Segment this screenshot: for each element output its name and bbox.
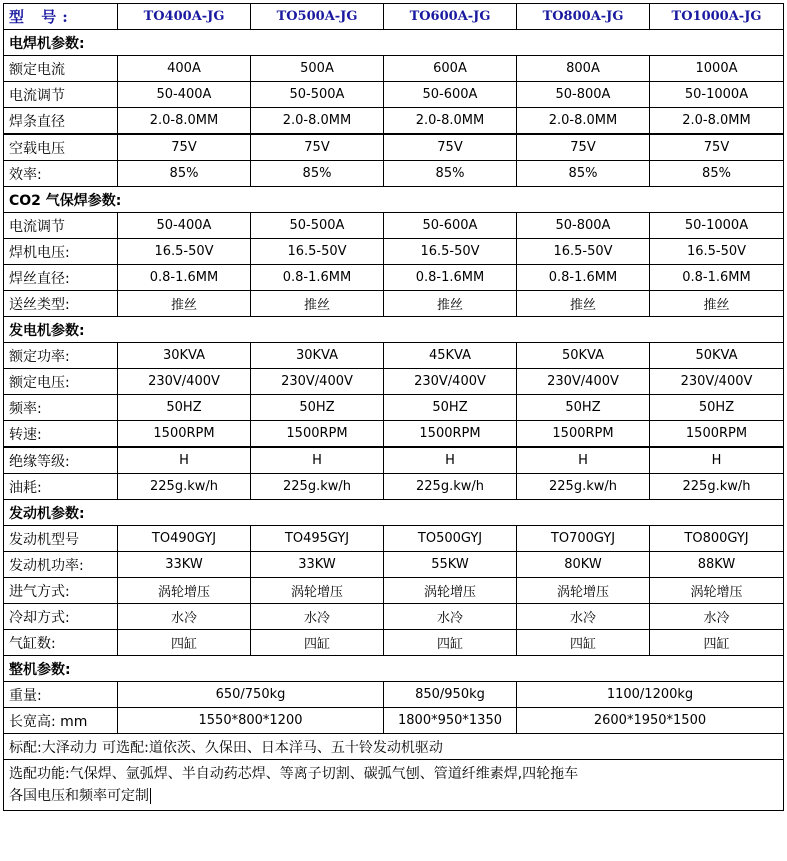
spec-value: 1500RPM	[384, 421, 517, 448]
spec-label: 效率:	[4, 161, 118, 187]
spec-value: H	[118, 447, 251, 474]
spec-value: 0.8-1.6MM	[517, 265, 650, 291]
spec-row	[4, 630, 784, 656]
spec-value: 30KVA	[251, 343, 384, 369]
optional-functions-line-2: 各国电压和频率可定制	[9, 788, 149, 804]
optional-functions-cell	[4, 760, 784, 811]
spec-value: 50HZ	[650, 395, 784, 421]
spec-value: 230V/400V	[517, 369, 650, 395]
spec-value: H	[384, 447, 517, 474]
spec-value: 推丝	[650, 291, 784, 317]
section-header-row	[4, 656, 784, 682]
spec-row	[4, 578, 784, 604]
section-header-row	[4, 317, 784, 343]
section-title: 电焊机参数:	[4, 30, 784, 56]
spec-value: 75V	[650, 134, 784, 161]
spec-value: 75V	[517, 134, 650, 161]
spec-value: 850/950kg	[384, 682, 517, 708]
spec-value: TO500GYJ	[384, 526, 517, 552]
spec-row	[4, 552, 784, 578]
spec-label: 转速:	[4, 421, 118, 448]
optional-functions-line-2-wrap	[9, 785, 783, 807]
spec-value: 四缸	[118, 630, 251, 656]
section-title: 发动机参数:	[4, 500, 784, 526]
model-name: TO800A-JG	[517, 4, 650, 30]
spec-value: 800A	[517, 56, 650, 82]
section-header-row	[4, 500, 784, 526]
spec-row	[4, 82, 784, 108]
spec-label: 发动机功率:	[4, 552, 118, 578]
spec-value: 16.5-50V	[517, 239, 650, 265]
optional-functions-line-1: 选配功能:气保焊、氩弧焊、半自动药芯焊、等离子切割、碳弧气刨、管道纤维素焊,四轮拖车	[9, 766, 579, 782]
spec-value: 推丝	[118, 291, 251, 317]
spec-value: 四缸	[650, 630, 784, 656]
spec-value: H	[650, 447, 784, 474]
spec-value: TO700GYJ	[517, 526, 650, 552]
spec-value: TO495GYJ	[251, 526, 384, 552]
spec-value: 16.5-50V	[650, 239, 784, 265]
model-name: TO1000A-JG	[650, 4, 784, 30]
spec-value: 75V	[251, 134, 384, 161]
spec-value: 推丝	[384, 291, 517, 317]
spec-value: 45KVA	[384, 343, 517, 369]
spec-row	[4, 291, 784, 317]
section-header-row	[4, 30, 784, 56]
model-name: TO600A-JG	[384, 4, 517, 30]
spec-row	[4, 604, 784, 630]
spec-label: 油耗:	[4, 474, 118, 500]
spec-label: 空载电压	[4, 134, 118, 161]
spec-value: 50HZ	[118, 395, 251, 421]
text-cursor	[150, 788, 151, 804]
spec-value: 2.0-8.0MM	[118, 108, 251, 135]
spec-row	[4, 265, 784, 291]
spec-value: 1800*950*1350	[384, 708, 517, 734]
spec-row	[4, 421, 784, 448]
spec-value: 225g.kw/h	[384, 474, 517, 500]
spec-value: 33KW	[118, 552, 251, 578]
spec-value: 0.8-1.6MM	[650, 265, 784, 291]
spec-value: 225g.kw/h	[118, 474, 251, 500]
spec-label: 焊条直径	[4, 108, 118, 135]
section-title: CO2 气保焊参数:	[4, 187, 784, 213]
spec-value: 50HZ	[251, 395, 384, 421]
spec-value: 水冷	[517, 604, 650, 630]
spec-label: 电流调节	[4, 213, 118, 239]
spec-value: 涡轮增压	[384, 578, 517, 604]
spec-value: 0.8-1.6MM	[251, 265, 384, 291]
spec-value: 1500RPM	[118, 421, 251, 448]
spec-label: 冷却方式:	[4, 604, 118, 630]
spec-value: 1500RPM	[517, 421, 650, 448]
spec-value: 50KVA	[517, 343, 650, 369]
spec-value: 88KW	[650, 552, 784, 578]
spec-row	[4, 395, 784, 421]
spec-value: 400A	[118, 56, 251, 82]
spec-value: TO490GYJ	[118, 526, 251, 552]
spec-label: 额定电流	[4, 56, 118, 82]
spec-value: 85%	[650, 161, 784, 187]
spec-value: 230V/400V	[118, 369, 251, 395]
spec-value: 1550*800*1200	[118, 708, 384, 734]
spec-value: 2.0-8.0MM	[517, 108, 650, 135]
spec-row	[4, 161, 784, 187]
spec-label: 送丝类型:	[4, 291, 118, 317]
standard-config-text: 标配:大泽动力 可选配:道依茨、久保田、日本洋马、五十铃发动机驱动	[4, 734, 784, 760]
spec-value: 推丝	[251, 291, 384, 317]
spec-value: 500A	[251, 56, 384, 82]
spec-value: 四缸	[251, 630, 384, 656]
spec-value: 涡轮增压	[251, 578, 384, 604]
spec-value: 50-1000A	[650, 82, 784, 108]
spec-row	[4, 447, 784, 474]
spec-value: 50-800A	[517, 213, 650, 239]
spec-value: 2600*1950*1500	[517, 708, 784, 734]
spec-value: 55KW	[384, 552, 517, 578]
spec-label: 发动机型号	[4, 526, 118, 552]
spec-label: 焊丝直径:	[4, 265, 118, 291]
spec-value: 水冷	[650, 604, 784, 630]
spec-row	[4, 474, 784, 500]
spec-value: 四缸	[384, 630, 517, 656]
spec-row	[4, 213, 784, 239]
spec-value: 推丝	[517, 291, 650, 317]
section-header-row	[4, 187, 784, 213]
spec-value: TO800GYJ	[650, 526, 784, 552]
spec-row-dims	[4, 708, 784, 734]
spec-label: 频率:	[4, 395, 118, 421]
spec-row-weight	[4, 682, 784, 708]
spec-value: H	[517, 447, 650, 474]
model-header-label: 型 号:	[4, 4, 118, 30]
spec-row	[4, 343, 784, 369]
spec-value: 50KVA	[650, 343, 784, 369]
spec-value: 85%	[517, 161, 650, 187]
spec-value: 水冷	[118, 604, 251, 630]
spec-label: 电流调节	[4, 82, 118, 108]
spec-value: 水冷	[251, 604, 384, 630]
spec-value: 1100/1200kg	[517, 682, 784, 708]
section-title: 整机参数:	[4, 656, 784, 682]
spec-value: 水冷	[384, 604, 517, 630]
model-name: TO500A-JG	[251, 4, 384, 30]
spec-label: 额定电压:	[4, 369, 118, 395]
spec-row	[4, 526, 784, 552]
spec-value: 50HZ	[517, 395, 650, 421]
spec-label: 气缸数:	[4, 630, 118, 656]
spec-value: 50-1000A	[650, 213, 784, 239]
spec-value: 四缸	[517, 630, 650, 656]
spec-value: 85%	[251, 161, 384, 187]
spec-label: 进气方式:	[4, 578, 118, 604]
model-header-row	[4, 4, 784, 30]
spec-value: 涡轮增压	[517, 578, 650, 604]
spec-value: 50-400A	[118, 213, 251, 239]
spec-label: 长宽高: mm	[4, 708, 118, 734]
spec-value: 50-800A	[517, 82, 650, 108]
spec-value: 16.5-50V	[384, 239, 517, 265]
spec-value: 1500RPM	[650, 421, 784, 448]
spec-value: 75V	[384, 134, 517, 161]
spec-row	[4, 108, 784, 135]
spec-label: 绝缘等级:	[4, 447, 118, 474]
spec-value: 75V	[118, 134, 251, 161]
spec-value: 涡轮增压	[650, 578, 784, 604]
spec-row	[4, 56, 784, 82]
spec-value: 225g.kw/h	[650, 474, 784, 500]
optional-functions-row	[4, 760, 784, 811]
spec-value: H	[251, 447, 384, 474]
spec-value: 85%	[384, 161, 517, 187]
spec-value: 225g.kw/h	[517, 474, 650, 500]
spec-value: 50HZ	[384, 395, 517, 421]
spec-value: 50-500A	[251, 82, 384, 108]
spec-value: 80KW	[517, 552, 650, 578]
spec-value: 225g.kw/h	[251, 474, 384, 500]
model-name: TO400A-JG	[118, 4, 251, 30]
spec-value: 0.8-1.6MM	[384, 265, 517, 291]
spec-value: 85%	[118, 161, 251, 187]
spec-value: 2.0-8.0MM	[384, 108, 517, 135]
spec-sheet	[3, 3, 784, 811]
spec-label: 额定功率:	[4, 343, 118, 369]
spec-label: 重量:	[4, 682, 118, 708]
spec-value: 1500RPM	[251, 421, 384, 448]
spec-value: 2.0-8.0MM	[251, 108, 384, 135]
spec-value: 600A	[384, 56, 517, 82]
spec-value: 16.5-50V	[118, 239, 251, 265]
standard-config-row	[4, 734, 784, 760]
spec-value: 0.8-1.6MM	[118, 265, 251, 291]
spec-row	[4, 369, 784, 395]
spec-value: 50-500A	[251, 213, 384, 239]
spec-value: 2.0-8.0MM	[650, 108, 784, 135]
spec-row	[4, 239, 784, 265]
spec-value: 16.5-50V	[251, 239, 384, 265]
spec-value: 230V/400V	[650, 369, 784, 395]
spec-table	[3, 3, 784, 811]
spec-row	[4, 134, 784, 161]
spec-value: 50-600A	[384, 82, 517, 108]
spec-value: 33KW	[251, 552, 384, 578]
section-title: 发电机参数:	[4, 317, 784, 343]
spec-value: 1000A	[650, 56, 784, 82]
spec-value: 30KVA	[118, 343, 251, 369]
spec-value: 涡轮增压	[118, 578, 251, 604]
spec-value: 50-400A	[118, 82, 251, 108]
spec-label: 焊机电压:	[4, 239, 118, 265]
spec-value: 230V/400V	[384, 369, 517, 395]
spec-value: 50-600A	[384, 213, 517, 239]
spec-value: 230V/400V	[251, 369, 384, 395]
spec-value: 650/750kg	[118, 682, 384, 708]
